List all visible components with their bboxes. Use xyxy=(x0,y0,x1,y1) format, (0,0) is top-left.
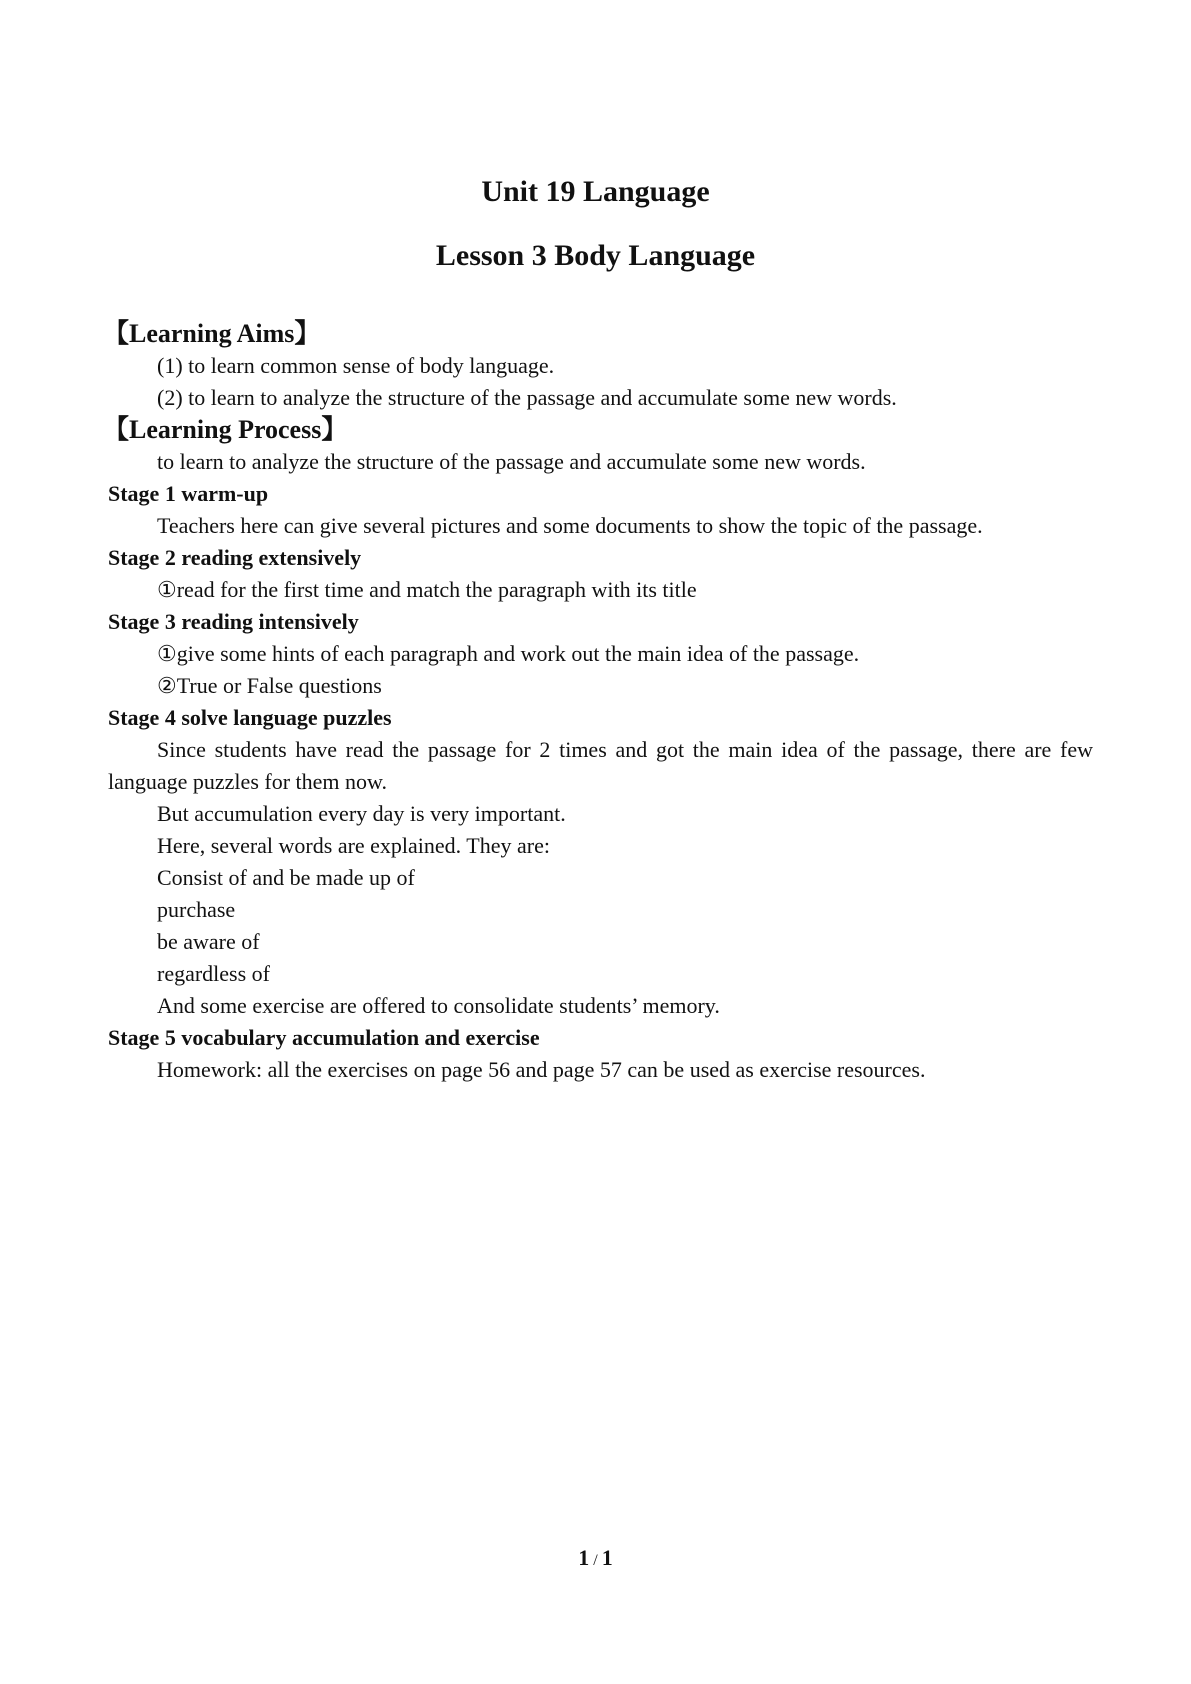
learning-process-intro: to learn to analyze the structure of the passage and accumulate some new words. xyxy=(157,449,866,474)
stage-4-line: But accumulation every day is very important. xyxy=(157,801,566,826)
stage-5-title: Stage 5 vocabulary accumulation and exercise xyxy=(108,1025,540,1050)
stage-2-title: Stage 2 reading extensively xyxy=(108,545,362,570)
current-page-number: 1 xyxy=(578,1545,590,1570)
stage-2-line: ①read for the first time and match the paragraph with its title xyxy=(157,577,697,602)
learning-aim-item: (1) to learn common sense of body language. xyxy=(157,353,555,378)
stage-4-line: Here, several words are explained. They are: xyxy=(157,833,550,858)
stage-5-line: Homework: all the exercises on page 56 and page 57 can be used as exercise resources. xyxy=(157,1057,926,1082)
vocabulary-item: regardless of xyxy=(157,961,271,986)
total-page-count: 1 xyxy=(601,1545,613,1570)
stage-4-title: Stage 4 solve language puzzles xyxy=(108,705,392,730)
vocabulary-item: Consist of and be made up of xyxy=(157,865,415,890)
learning-aims-heading: 【Learning Aims】 xyxy=(103,319,321,348)
stage-4-paragraph: Since students have read the passage for 2 times and got the main idea of the passage, there are few language puzzles for them now. xyxy=(108,737,1093,794)
lesson-title: Lesson 3 Body Language xyxy=(435,239,756,272)
page-separator: / xyxy=(593,1552,598,1569)
document-body xyxy=(103,318,1093,1086)
learning-process-heading: 【Learning Process】 xyxy=(103,415,348,444)
unit-title: Unit 19 Language xyxy=(481,175,710,208)
stage-1-title: Stage 1 warm-up xyxy=(108,481,269,506)
stage-1-line: Teachers here can give several pictures and some documents to show the topic of the passage. xyxy=(157,513,983,538)
vocabulary-item: be aware of xyxy=(157,929,260,954)
page-number xyxy=(0,1544,1191,1575)
stage-3-title: Stage 3 reading intensively xyxy=(108,609,359,634)
stage-3-line: ①give some hints of each paragraph and work out the main idea of the passage. xyxy=(157,641,860,666)
stage-4-line: And some exercise are offered to consolidate students’ memory. xyxy=(157,993,720,1018)
stage-3-line: ②True or False questions xyxy=(157,673,382,698)
vocabulary-item: purchase xyxy=(157,897,236,922)
learning-aim-item: (2) to learn to analyze the structure of the passage and accumulate some new words. xyxy=(157,385,897,410)
